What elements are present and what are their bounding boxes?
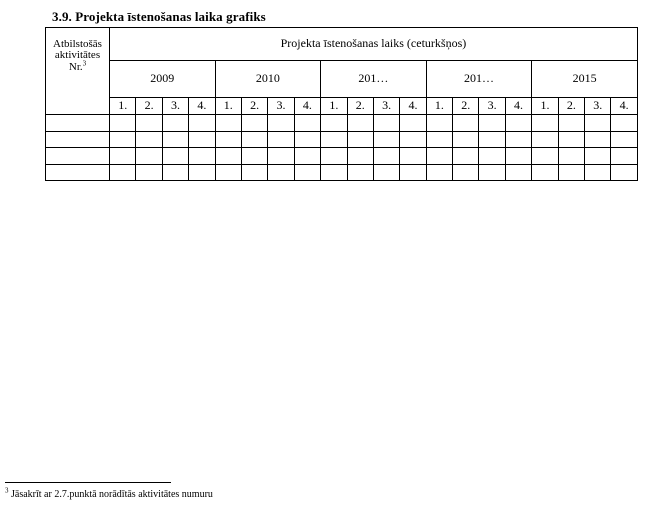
year-header: 2015 bbox=[532, 61, 638, 98]
row-header-line1: Atbilstošās bbox=[53, 37, 102, 50]
schedule-cell[interactable] bbox=[611, 148, 637, 165]
schedule-cell[interactable] bbox=[347, 148, 373, 165]
schedule-cell[interactable] bbox=[136, 131, 162, 148]
schedule-cell[interactable] bbox=[162, 115, 188, 132]
schedule-cell[interactable] bbox=[162, 131, 188, 148]
schedule-cell[interactable] bbox=[426, 164, 452, 181]
schedule-cell[interactable] bbox=[505, 164, 531, 181]
schedule-cell[interactable] bbox=[585, 115, 611, 132]
schedule-cell[interactable] bbox=[373, 115, 399, 132]
schedule-cell[interactable] bbox=[426, 115, 452, 132]
quarter-header: 3. bbox=[268, 98, 294, 115]
schedule-cell[interactable] bbox=[453, 148, 479, 165]
schedule-cell[interactable] bbox=[558, 115, 584, 132]
implementation-period-header: Projekta īstenošanas laiks (ceturkšņos) bbox=[110, 28, 638, 61]
quarter-header: 3. bbox=[585, 98, 611, 115]
schedule-cell[interactable] bbox=[268, 115, 294, 132]
schedule-cell[interactable] bbox=[321, 131, 347, 148]
schedule-cell[interactable] bbox=[400, 115, 426, 132]
schedule-cell[interactable] bbox=[215, 131, 241, 148]
schedule-cell[interactable] bbox=[241, 131, 267, 148]
quarter-header: 2. bbox=[241, 98, 267, 115]
schedule-cell[interactable] bbox=[321, 148, 347, 165]
table-row bbox=[46, 131, 638, 148]
schedule-cell[interactable] bbox=[110, 148, 136, 165]
schedule-cell[interactable] bbox=[347, 115, 373, 132]
quarter-header: 2. bbox=[347, 98, 373, 115]
schedule-cell[interactable] bbox=[241, 164, 267, 181]
footnote-text: Jāsakrīt ar 2.7.punktā norādītās aktivitātes numuru bbox=[8, 489, 213, 500]
schedule-cell[interactable] bbox=[321, 115, 347, 132]
quarter-header: 2. bbox=[136, 98, 162, 115]
schedule-cell[interactable] bbox=[215, 148, 241, 165]
schedule-cell[interactable] bbox=[505, 131, 531, 148]
schedule-cell[interactable] bbox=[189, 131, 215, 148]
quarter-header: 3. bbox=[373, 98, 399, 115]
schedule-cell[interactable] bbox=[558, 164, 584, 181]
schedule-cell[interactable] bbox=[611, 115, 637, 132]
row-header-line2: aktivitātes bbox=[54, 49, 101, 62]
schedule-cell[interactable] bbox=[294, 164, 320, 181]
quarter-header: 3. bbox=[479, 98, 505, 115]
schedule-cell[interactable] bbox=[585, 148, 611, 165]
schedule-cell[interactable] bbox=[558, 148, 584, 165]
schedule-cell[interactable] bbox=[453, 164, 479, 181]
schedule-cell[interactable] bbox=[162, 148, 188, 165]
quarter-header: 3. bbox=[162, 98, 188, 115]
schedule-cell[interactable] bbox=[400, 164, 426, 181]
quarter-header: 4. bbox=[505, 98, 531, 115]
year-header: 201… bbox=[426, 61, 532, 98]
quarter-header: 4. bbox=[294, 98, 320, 115]
schedule-cell[interactable] bbox=[400, 148, 426, 165]
schedule-cell[interactable] bbox=[532, 148, 558, 165]
schedule-cell[interactable] bbox=[400, 131, 426, 148]
table-row bbox=[46, 148, 638, 165]
quarter-header: 1. bbox=[110, 98, 136, 115]
schedule-cell[interactable] bbox=[268, 164, 294, 181]
activity-number-cell[interactable] bbox=[46, 164, 110, 181]
schedule-cell[interactable] bbox=[294, 115, 320, 132]
schedule-cell[interactable] bbox=[585, 131, 611, 148]
year-header: 201… bbox=[321, 61, 427, 98]
year-header: 2009 bbox=[110, 61, 216, 98]
schedule-cell[interactable] bbox=[189, 164, 215, 181]
schedule-cell[interactable] bbox=[136, 148, 162, 165]
schedule-cell[interactable] bbox=[505, 115, 531, 132]
schedule-cell[interactable] bbox=[189, 115, 215, 132]
schedule-cell[interactable] bbox=[294, 131, 320, 148]
schedule-cell[interactable] bbox=[215, 164, 241, 181]
year-header: 2010 bbox=[215, 61, 321, 98]
quarter-header: 2. bbox=[453, 98, 479, 115]
schedule-cell[interactable] bbox=[479, 115, 505, 132]
schedule-cell[interactable] bbox=[585, 164, 611, 181]
schedule-cell[interactable] bbox=[110, 131, 136, 148]
quarter-header: 4. bbox=[400, 98, 426, 115]
schedule-cell[interactable] bbox=[505, 148, 531, 165]
schedule-cell[interactable] bbox=[189, 148, 215, 165]
schedule-cell[interactable] bbox=[268, 148, 294, 165]
quarter-header: 2. bbox=[558, 98, 584, 115]
schedule-cell[interactable] bbox=[479, 131, 505, 148]
schedule-cell[interactable] bbox=[136, 115, 162, 132]
schedule-cell[interactable] bbox=[532, 131, 558, 148]
schedule-cell[interactable] bbox=[532, 164, 558, 181]
schedule-cell[interactable] bbox=[347, 131, 373, 148]
schedule-cell[interactable] bbox=[110, 115, 136, 132]
activity-number-cell[interactable] bbox=[46, 148, 110, 165]
section-heading: 3.9. Projekta īstenošanas laika grafiks bbox=[52, 9, 266, 24]
activity-number-cell[interactable] bbox=[46, 131, 110, 148]
schedule-cell[interactable] bbox=[373, 131, 399, 148]
footnote-mark: 3 bbox=[5, 486, 9, 495]
schedule-cell[interactable] bbox=[215, 115, 241, 132]
schedule-cell[interactable] bbox=[136, 164, 162, 181]
schedule-cell[interactable] bbox=[426, 131, 452, 148]
quarter-header: 4. bbox=[189, 98, 215, 115]
schedule-cell[interactable] bbox=[241, 115, 267, 132]
quarter-header: 4. bbox=[611, 98, 637, 115]
schedule-cell[interactable] bbox=[294, 148, 320, 165]
table-row bbox=[46, 164, 638, 181]
schedule-cell[interactable] bbox=[479, 164, 505, 181]
schedule-cell[interactable] bbox=[162, 164, 188, 181]
quarter-header: 1. bbox=[215, 98, 241, 115]
schedule-cell[interactable] bbox=[453, 115, 479, 132]
footnote-divider bbox=[5, 482, 171, 483]
schedule-cell[interactable] bbox=[373, 164, 399, 181]
quarter-header: 1. bbox=[321, 98, 347, 115]
schedule-cell[interactable] bbox=[347, 164, 373, 181]
schedule-cell[interactable] bbox=[532, 115, 558, 132]
quarter-header: 1. bbox=[532, 98, 558, 115]
activity-number-header bbox=[46, 28, 110, 115]
schedule-cell[interactable] bbox=[479, 148, 505, 165]
schedule-cell[interactable] bbox=[611, 131, 637, 148]
schedule-cell[interactable] bbox=[321, 164, 347, 181]
schedule-cell[interactable] bbox=[373, 148, 399, 165]
footnote bbox=[5, 486, 213, 500]
schedule-cell[interactable] bbox=[268, 131, 294, 148]
schedule-table bbox=[45, 27, 638, 181]
row-header-line3: Nr. bbox=[68, 60, 83, 73]
footnote-ref: 3 bbox=[82, 59, 87, 68]
schedule-cell[interactable] bbox=[241, 148, 267, 165]
schedule-cell[interactable] bbox=[110, 164, 136, 181]
activity-number-cell[interactable] bbox=[46, 115, 110, 132]
schedule-cell[interactable] bbox=[558, 131, 584, 148]
schedule-cell[interactable] bbox=[453, 131, 479, 148]
quarter-header: 1. bbox=[426, 98, 452, 115]
table-row bbox=[46, 115, 638, 132]
schedule-cell[interactable] bbox=[611, 164, 637, 181]
schedule-cell[interactable] bbox=[426, 148, 452, 165]
